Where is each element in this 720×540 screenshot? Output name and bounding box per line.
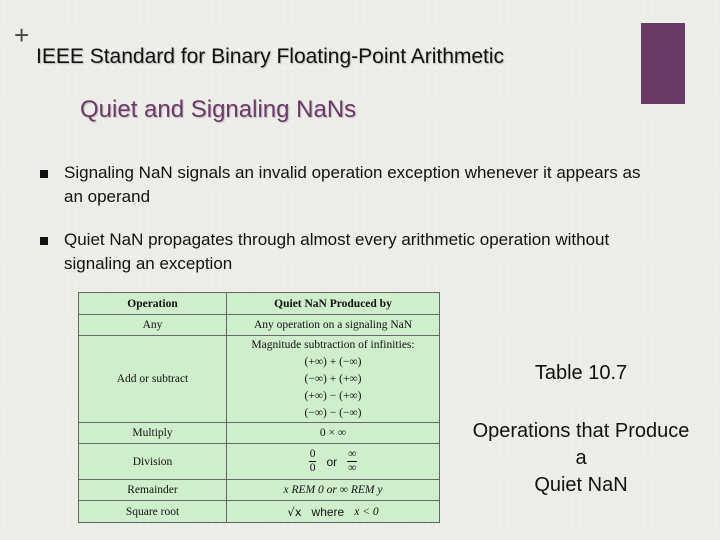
fraction-denominator: ∞ <box>348 462 357 474</box>
or-label: or <box>326 454 338 469</box>
square-root-condition: x < 0 <box>354 506 379 518</box>
infinity-expression: (+∞) − (+∞) <box>304 389 362 402</box>
nan-operations-table <box>78 292 440 523</box>
table-cell-operation: Remainder <box>127 484 178 496</box>
table-cell-produced-by: Any operation on a signaling NaN <box>253 319 413 331</box>
plus-mark: + <box>14 20 30 50</box>
description-line: Quiet NaN <box>534 474 628 496</box>
table-cell-operation: Multiply <box>132 427 173 439</box>
description-line: Operations that Produce <box>472 420 690 442</box>
table-cell-produced-by: x REM 0 or ∞ REM y <box>283 484 383 496</box>
fraction-infinity-over-infinity <box>347 448 357 475</box>
table-cell-produced-by <box>227 501 439 523</box>
fraction-numerator: 0 <box>309 448 316 460</box>
bullet-square-icon <box>40 170 48 178</box>
slide-title: IEEE Standard for Binary Floating-Point Arithmetic <box>36 45 505 68</box>
table-description <box>446 418 716 499</box>
where-label: where <box>311 505 345 519</box>
infinity-subtraction-label: Magnitude subtraction of infinities: <box>251 338 415 351</box>
table-cell-operation: Division <box>132 455 173 468</box>
table-cell-operation: Square root <box>125 506 180 518</box>
description-line: a <box>575 447 587 469</box>
table-header-produced-by: Quiet NaN Produced by <box>274 297 392 310</box>
table-reference: Table 10.7 <box>534 362 628 384</box>
infinity-expression: (−∞) − (−∞) <box>304 406 362 419</box>
table-cell-produced-by <box>227 444 439 479</box>
table-cell-operation: Any <box>142 319 163 331</box>
slide-subtitle: Quiet and Signaling NaNs <box>80 96 357 123</box>
square-root-expression: √x <box>287 505 302 519</box>
fraction-numerator: ∞ <box>348 448 357 460</box>
bullet-square-icon <box>40 237 48 245</box>
infinity-expression: (+∞) + (−∞) <box>304 355 362 368</box>
table-cell-operation: Add or subtract <box>116 373 189 385</box>
table-cell-produced-by <box>227 336 439 422</box>
fraction-zero-over-zero <box>309 448 317 475</box>
bullet-text: Quiet NaN propagates through almost every arithmetic operation without signaling an exception <box>64 230 610 273</box>
fraction-denominator: 0 <box>309 462 316 474</box>
accent-bar <box>641 23 685 104</box>
bullet-text: Signaling NaN signals an invalid operation exception whenever it appears as an operand <box>64 163 641 206</box>
table-cell-produced-by: 0 × ∞ <box>319 427 347 439</box>
table-header-operation: Operation <box>127 297 178 310</box>
infinity-expression: (−∞) + (+∞) <box>304 372 362 385</box>
